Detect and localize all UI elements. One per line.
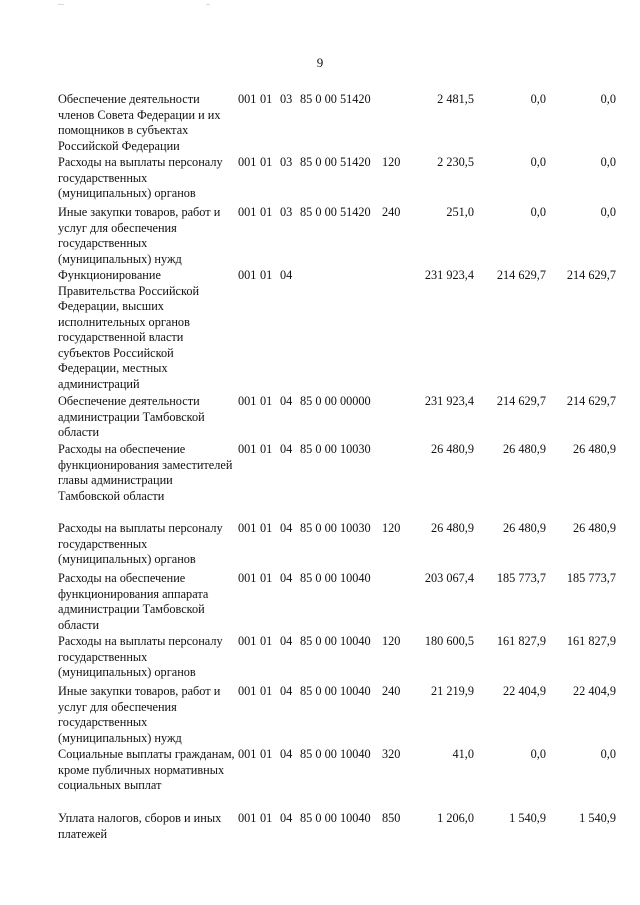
row-value-2: 0,0 — [530, 205, 546, 219]
row-value-3: 161 827,9 — [566, 634, 616, 648]
row-value-3: 214 629,7 — [566, 268, 616, 282]
row-section: 01 — [260, 684, 273, 698]
row-expense-type: 120 — [382, 634, 401, 648]
row-value-1: 231 923,4 — [424, 394, 474, 408]
row-target-article: 85 0 00 10030 — [300, 521, 371, 535]
row-subsection: 03 — [280, 205, 293, 219]
row-name: Обеспечение деятельности администрации Тамбовской области — [58, 394, 205, 439]
row-name: Функционирование Правительства Российской Федерации, высших исполнительных органов государственной власти субъектов Российской Федерации, местных администраций — [58, 268, 200, 391]
row-section: 01 — [260, 811, 273, 825]
row-grbs: 001 — [238, 155, 257, 169]
row-subsection: 04 — [280, 747, 293, 761]
row-value-3: 1 540,9 — [579, 811, 616, 825]
row-name: Обеспечение деятельности членов Совета Федерации и их помощников в субъектах Российской Федерации — [58, 92, 221, 153]
row-name: Расходы на обеспечение функционирования аппарата администрации Тамбовской области — [58, 571, 209, 632]
row-value-3: 0,0 — [600, 92, 616, 106]
row-target-article: 85 0 00 10040 — [300, 634, 371, 648]
row-section: 01 — [260, 521, 273, 535]
row-target-article: 85 0 00 10030 — [300, 442, 371, 456]
row-grbs: 001 — [238, 747, 257, 761]
row-value-1: 1 206,0 — [437, 811, 474, 825]
row-name: Расходы на выплаты персоналу государственных (муниципальных) органов — [58, 155, 223, 200]
row-grbs: 001 — [238, 268, 257, 282]
row-target-article: 85 0 00 51420 — [300, 155, 371, 169]
row-value-3: 0,0 — [600, 747, 616, 761]
row-value-1: 251,0 — [446, 205, 474, 219]
row-expense-type: 320 — [382, 747, 401, 761]
row-grbs: 001 — [238, 394, 257, 408]
row-value-2: 161 827,9 — [496, 634, 546, 648]
row-section: 01 — [260, 571, 273, 585]
row-subsection: 04 — [280, 394, 293, 408]
row-value-1: 180 600,5 — [424, 634, 474, 648]
row-value-2: 0,0 — [530, 155, 546, 169]
row-value-3: 0,0 — [600, 205, 616, 219]
row-value-3: 214 629,7 — [566, 394, 616, 408]
row-target-article: 85 0 00 00000 — [300, 394, 371, 408]
row-value-3: 0,0 — [600, 155, 616, 169]
row-value-1: 2 481,5 — [437, 92, 474, 106]
row-target-article: 85 0 00 10040 — [300, 571, 371, 585]
row-expense-type: 120 — [382, 521, 401, 535]
row-target-article: 85 0 00 51420 — [300, 92, 371, 106]
row-name: Расходы на обеспечение функционирования заместителей главы администрации Тамбовской области — [58, 442, 233, 503]
row-name: Расходы на выплаты персоналу государственных (муниципальных) органов — [58, 521, 223, 566]
row-section: 01 — [260, 155, 273, 169]
row-grbs: 001 — [238, 684, 257, 698]
row-grbs: 001 — [238, 205, 257, 219]
row-value-1: 203 067,4 — [424, 571, 474, 585]
row-subsection: 04 — [280, 634, 293, 648]
row-expense-type: 120 — [382, 155, 401, 169]
row-expense-type: 850 — [382, 811, 401, 825]
row-value-2: 26 480,9 — [502, 521, 546, 535]
row-value-1: 2 230,5 — [437, 155, 474, 169]
row-grbs: 001 — [238, 571, 257, 585]
page-number: 9 — [316, 55, 324, 70]
row-target-article: 85 0 00 10040 — [300, 684, 371, 698]
row-expense-type: 240 — [382, 205, 401, 219]
row-section: 01 — [260, 92, 273, 106]
row-section: 01 — [260, 747, 273, 761]
row-section: 01 — [260, 442, 273, 456]
row-name: Расходы на выплаты персоналу государственных (муниципальных) органов — [58, 634, 223, 679]
row-grbs: 001 — [238, 442, 257, 456]
row-subsection: 04 — [280, 811, 293, 825]
row-section: 01 — [260, 634, 273, 648]
row-subsection: 04 — [280, 442, 293, 456]
row-grbs: 001 — [238, 521, 257, 535]
row-target-article: 85 0 00 10040 — [300, 747, 371, 761]
row-value-2: 22 404,9 — [502, 684, 546, 698]
row-target-article: 85 0 00 10040 — [300, 811, 371, 825]
row-grbs: 001 — [238, 811, 257, 825]
row-name: Социальные выплаты гражданам, кроме публичных нормативных социальных выплат — [58, 747, 235, 792]
row-value-1: 41,0 — [452, 747, 474, 761]
row-value-2: 214 629,7 — [496, 268, 546, 282]
row-section: 01 — [260, 205, 273, 219]
row-value-3: 22 404,9 — [572, 684, 616, 698]
row-grbs: 001 — [238, 92, 257, 106]
row-value-2: 185 773,7 — [496, 571, 546, 585]
row-name: Иные закупки товаров, работ и услуг для обеспечения государственных (муниципальных) нужд — [58, 205, 221, 266]
row-name: Уплата налогов, сборов и иных платежей — [58, 811, 222, 841]
row-section: 01 — [260, 268, 273, 282]
row-value-3: 26 480,9 — [572, 521, 616, 535]
row-grbs: 001 — [238, 634, 257, 648]
row-subsection: 03 — [280, 92, 293, 106]
row-value-1: 231 923,4 — [424, 268, 474, 282]
row-subsection: 03 — [280, 155, 293, 169]
row-name: Иные закупки товаров, работ и услуг для обеспечения государственных (муниципальных) нужд — [58, 684, 221, 745]
row-section: 01 — [260, 394, 273, 408]
row-value-2: 214 629,7 — [496, 394, 546, 408]
row-subsection: 04 — [280, 268, 293, 282]
row-value-2: 0,0 — [530, 92, 546, 106]
row-value-2: 1 540,9 — [509, 811, 546, 825]
row-value-2: 0,0 — [530, 747, 546, 761]
row-target-article: 85 0 00 51420 — [300, 205, 371, 219]
row-value-1: 21 219,9 — [430, 684, 474, 698]
row-value-1: 26 480,9 — [430, 521, 474, 535]
row-value-1: 26 480,9 — [430, 442, 474, 456]
row-value-2: 26 480,9 — [502, 442, 546, 456]
row-subsection: 04 — [280, 571, 293, 585]
row-subsection: 04 — [280, 684, 293, 698]
row-subsection: 04 — [280, 521, 293, 535]
row-expense-type: 240 — [382, 684, 401, 698]
row-value-3: 185 773,7 — [566, 571, 616, 585]
row-value-3: 26 480,9 — [572, 442, 616, 456]
